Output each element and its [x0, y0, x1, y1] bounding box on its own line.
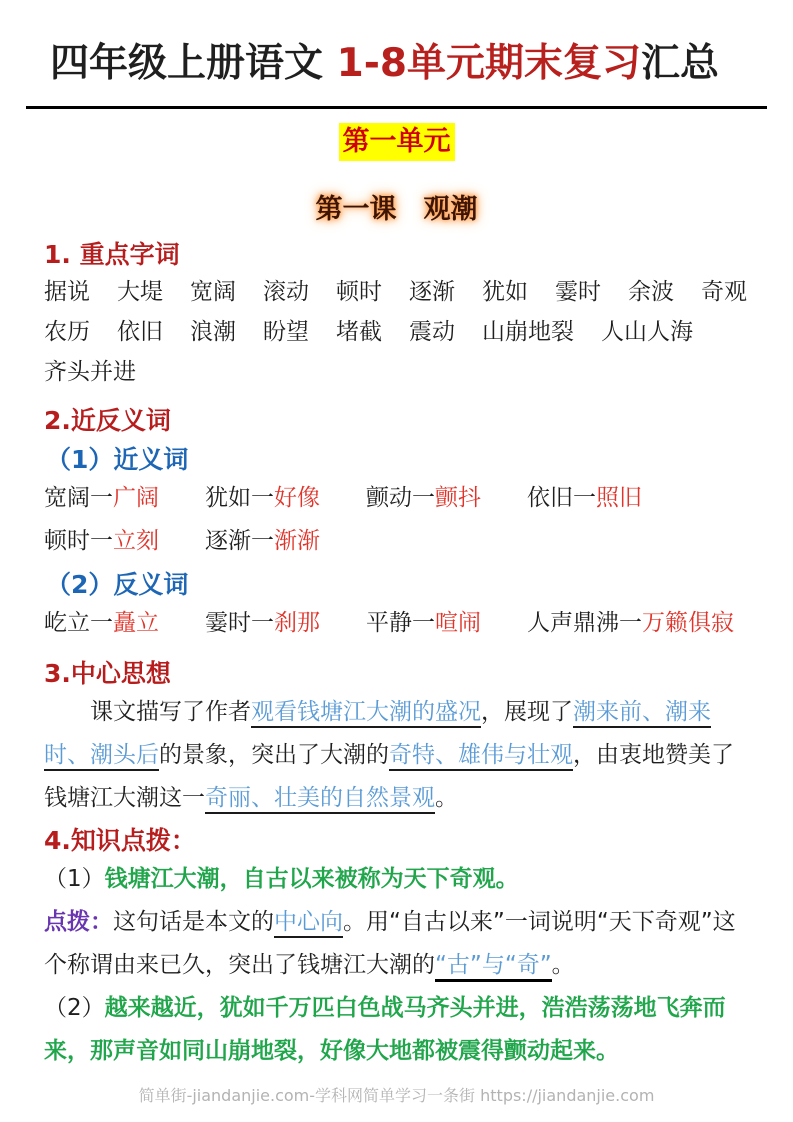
- section1-heading: 1. 重点字词: [44, 240, 180, 269]
- antonyms-list: [44, 602, 749, 645]
- text-segment: ，由衷地赞美了钱塘江大潮这一: [44, 742, 734, 811]
- pair-word-black: 犹如一: [205, 485, 274, 511]
- title-black-part1: 四年级上册语文: [50, 41, 337, 86]
- vocab-word: 山崩地裂: [482, 319, 574, 345]
- lesson-heading: 第一课 观潮: [315, 194, 478, 225]
- synonym-row: [44, 520, 749, 563]
- pair-word-black: 宽阔一: [44, 485, 113, 511]
- footer-watermark: 简单街-jiandanjie.com-学科网简单学习一条街 https://jiandanjie.com: [138, 1086, 655, 1105]
- dianbo-paragraph: [44, 901, 749, 987]
- point1-number: （1）: [44, 866, 105, 892]
- vocab-word: 人山人海: [601, 319, 693, 345]
- dianbo-label: 点拨：: [44, 909, 113, 935]
- vocab-word: 齐头并进: [44, 359, 136, 385]
- knowledge-point-2: [44, 987, 749, 1073]
- key-words-list: [44, 272, 749, 392]
- section3-heading: 3.中心思想: [44, 659, 171, 688]
- pair-word-black: 平静一: [366, 610, 435, 636]
- text-segment: 。: [551, 952, 575, 978]
- pair-word-black: 颤动一: [366, 485, 435, 511]
- synonyms-list: [44, 477, 749, 563]
- dianbo-text: [44, 909, 736, 982]
- vocab-word: 浪潮: [190, 319, 236, 345]
- underlined-blue-segment: 观看钱塘江大潮的盛况: [251, 699, 481, 728]
- point2-number: （2）: [44, 995, 105, 1021]
- pair-word-red: 刹那: [274, 610, 320, 636]
- vocab-word: 滚动: [263, 279, 309, 305]
- word-pair: [527, 477, 642, 520]
- vocab-word: 宽阔: [190, 279, 236, 305]
- antonym-row: [44, 602, 749, 645]
- text-segment: 的景象，突出了大潮的: [159, 742, 389, 768]
- pair-word-black: 逐渐一: [205, 528, 274, 554]
- vocab-word: 盼望: [263, 319, 309, 345]
- vocab-word: 据说: [44, 279, 90, 305]
- vocab-word: 犹如: [482, 279, 528, 305]
- central-idea-paragraph: [44, 691, 749, 820]
- section2-heading: 2.近反义词: [44, 406, 171, 435]
- page-title: [50, 38, 749, 90]
- title-black-part2: 汇总: [641, 41, 720, 86]
- pair-word-red: 喧闹: [435, 610, 481, 636]
- pair-word-red: 渐渐: [274, 528, 320, 554]
- vocab-word: 霎时: [555, 279, 601, 305]
- word-pair: [366, 602, 481, 645]
- vocab-word: 震动: [409, 319, 455, 345]
- vocab-word: 大堤: [117, 279, 163, 305]
- vocab-word: 顿时: [336, 279, 382, 305]
- unit-heading: 第一单元: [339, 123, 455, 161]
- point1-sentence: 钱塘江大潮，自古以来被称为天下奇观。: [104, 866, 519, 892]
- pair-word-red: 广阔: [113, 485, 159, 511]
- word-pair: [205, 520, 320, 563]
- word-pair: [527, 602, 734, 645]
- underlined-blue-segment: 奇特、雄伟与壮观: [389, 742, 573, 771]
- pair-word-red: 颤抖: [435, 485, 481, 511]
- word-pair: [44, 477, 159, 520]
- antonyms-heading: （2）反义词: [46, 570, 189, 599]
- word-pair: [44, 520, 159, 563]
- title-divider-line: [26, 106, 767, 109]
- synonyms-heading: （1）近义词: [46, 445, 189, 474]
- underlined-blue-segment: “古”与“奇”: [435, 952, 552, 982]
- vocab-word: 余波: [628, 279, 674, 305]
- vocab-word: 农历: [44, 319, 90, 345]
- vocab-word: 逐渐: [409, 279, 455, 305]
- word-row: [44, 352, 749, 392]
- text-segment: 课文描写了作者: [90, 699, 251, 725]
- underlined-blue-segment: 潮来前、潮来时、潮头后: [44, 699, 711, 771]
- vocab-word: 堵截: [336, 319, 382, 345]
- synonym-row: [44, 477, 749, 520]
- text-segment: 这句话是本文的: [113, 909, 274, 935]
- pair-word-red: 好像: [274, 485, 320, 511]
- pair-word-red: 万籁俱寂: [642, 610, 734, 636]
- underlined-blue-segment: 中心向: [274, 909, 343, 938]
- vocab-word: 奇观: [701, 279, 747, 305]
- word-pair: [44, 602, 159, 645]
- underlined-blue-segment: 奇丽、壮美的自然景观: [205, 785, 435, 814]
- word-pair: [366, 477, 481, 520]
- pair-word-red: 矗立: [113, 610, 159, 636]
- pair-word-black: 顿时一: [44, 528, 113, 554]
- word-pair: [205, 602, 320, 645]
- knowledge-point-1: [44, 858, 749, 901]
- vocab-word: 依旧: [117, 319, 163, 345]
- pair-word-black: 依旧一: [527, 485, 596, 511]
- pair-word-red: 照旧: [596, 485, 642, 511]
- text-segment: 。: [435, 785, 458, 811]
- pair-word-red: 立刻: [113, 528, 159, 554]
- word-pair: [205, 477, 320, 520]
- pair-word-black: 屹立一: [44, 610, 113, 636]
- pair-word-black: 霎时一: [205, 610, 274, 636]
- section4-heading: 4.知识点拨：: [44, 826, 196, 855]
- word-row: [44, 272, 749, 312]
- unit-heading-row: [44, 123, 749, 161]
- text-segment: 。用“自古以来”一词说明“天下奇观”这个称谓由来已久，突出了钱塘江大潮的: [44, 909, 736, 978]
- point2-sentence: 越来越近，犹如千万匹白色战马齐头并进，浩浩荡荡地飞奔而来，那声音如同山崩地裂，好像大地都被震得颤动起来。: [44, 995, 726, 1064]
- word-row: [44, 312, 749, 352]
- pair-word-black: 人声鼎沸一: [527, 610, 642, 636]
- text-segment: ，展现了: [481, 699, 573, 725]
- title-red-part: 1-8单元期末复习: [336, 41, 642, 86]
